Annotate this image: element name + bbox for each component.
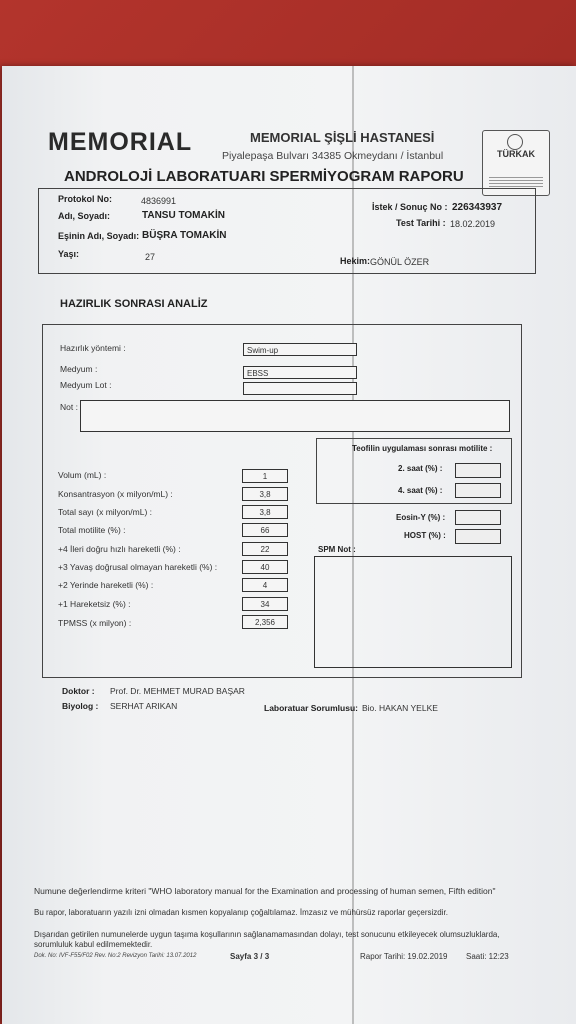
lab-responsible-label: Laboratuar Sorumlusu: — [264, 703, 358, 713]
progressive-fast-value: 22 — [242, 542, 288, 556]
medium-lot-field — [243, 382, 357, 395]
prep-method-field: Swim-up — [243, 343, 357, 356]
theofilin-4h-label: 4. saat (%) : — [398, 486, 443, 495]
footer-report-date: Rapor Tarihi: 19.02.2019 — [360, 952, 448, 961]
volume-label: Volum (mL) : — [58, 470, 107, 480]
brand-logo: MEMORIAL — [48, 128, 193, 156]
in-place-value: 4 — [242, 578, 288, 592]
request-value: 226343937 — [452, 202, 503, 213]
doctor-value: Prof. Dr. MEHMET MURAD BAŞAR — [110, 686, 245, 696]
hospital-name: MEMORIAL ŞİŞLİ HASTANESİ — [250, 130, 435, 145]
age-value: 27 — [145, 252, 156, 262]
total-count-value: 3,8 — [242, 505, 288, 519]
biolog-value: SERHAT ARIKAN — [110, 701, 178, 711]
age-label: Yaşı: — [58, 249, 80, 259]
footer-time: Saati: 12:23 — [466, 952, 509, 961]
total-count-label: Total sayı (x milyon/mL) : — [58, 507, 152, 517]
protocol-label: Protokol No: — [58, 194, 112, 204]
note-label: Not : — [60, 402, 78, 412]
theofilin-title: Teofilin uygulaması sonrası motilite : — [352, 444, 493, 453]
slow-nonlinear-value: 40 — [242, 560, 288, 574]
immotile-label: +1 Hareketsiz (%) : — [58, 599, 131, 609]
theofilin-2h-label: 2. saat (%) : — [398, 464, 443, 473]
protocol-value: 4836991 — [141, 196, 177, 206]
volume-value: 1 — [242, 469, 288, 483]
footer-page: Sayfa 3 / 3 — [230, 952, 270, 961]
tpmss-value: 2,356 — [242, 615, 288, 629]
medium-label: Medyum : — [60, 364, 98, 374]
footer-criteria: Numune değerlendirme kriteri "WHO laboratory manual for the Examination and processing of human semen, Fifth edition" — [34, 886, 496, 896]
section-title: HAZIRLIK SONRASI ANALİZ — [60, 298, 208, 310]
spm-note-box — [314, 556, 512, 668]
theofilin-4h-field — [455, 483, 501, 498]
theofilin-2h-field — [455, 463, 501, 478]
test-date-value: 18.02.2019 — [450, 219, 496, 229]
medium-field: EBSS — [243, 366, 357, 379]
prep-method-label: Hazırlık yöntemi : — [60, 343, 126, 353]
lab-responsible-value: Bio. HAKAN YELKE — [362, 703, 438, 713]
name-value: TANSU TOMAKİN — [142, 210, 225, 221]
request-label: İstek / Sonuç No : — [372, 202, 448, 212]
total-motility-value: 66 — [242, 523, 288, 537]
name-label: Adı, Soyadı: — [58, 211, 111, 221]
report-title: ANDROLOJİ LABORATUARI SPERMİYOGRAM RAPORU — [64, 168, 464, 185]
footer-copy-notice: Bu rapor, laboratuarın yazılı izni olmadan kısmen kopyalanıp çoğaltılamaz. İmzasız ve mühürsüz raporlar geçersizdir. — [34, 908, 448, 917]
host-field — [455, 529, 501, 544]
eosin-label: Eosin-Y (%) : — [396, 513, 446, 522]
note-field — [80, 400, 510, 432]
spouse-value: BÜŞRA TOMAKİN — [142, 230, 227, 241]
hospital-address: Piyalepaşa Bulvarı 34385 Okmeydanı / İstanbul — [222, 150, 444, 162]
immotile-value: 34 — [242, 597, 288, 611]
slow-nonlinear-label: +3 Yavaş doğrusal olmayan hareketli (%) : — [58, 562, 218, 572]
biolog-label: Biyolog : — [62, 701, 99, 711]
physician-label: Hekim: — [340, 256, 371, 266]
test-date-label: Test Tarihi : — [396, 218, 446, 228]
spm-note-label: SPM Not : — [318, 545, 356, 554]
total-motility-label: Total motilite (%) : — [58, 525, 126, 535]
eosin-field — [455, 510, 501, 525]
doctor-label: Doktor : — [62, 686, 95, 696]
physician-value: GÖNÜL ÖZER — [370, 257, 430, 267]
medium-lot-label: Medyum Lot : — [60, 380, 112, 390]
accreditation-emblem-icon — [507, 134, 523, 150]
footer-doc-no: Dok. No: IVF-F55/F02 Rev. No:2 Revizyon Tarihi: 13.07.2012 — [34, 953, 197, 959]
concentration-label: Konsantrasyon (x milyon/mL) : — [58, 489, 173, 499]
accreditation-badge-label: TÜRKAK — [497, 149, 535, 159]
in-place-label: +2 Yerinde hareketli (%) : — [58, 580, 154, 590]
footer-transport-notice: Dışarıdan getirilen numunelerde uygun taşıma koşullarının sağlanamamasından dolayı, test sonucunu etkileyecek olumsuzluklarda, sorumluluk kabul edilmemektedir. — [34, 930, 500, 949]
concentration-value: 3,8 — [242, 487, 288, 501]
tpmss-label: TPMSS (x milyon) : — [58, 618, 132, 628]
spouse-label: Eşinin Adı, Soyadı: — [58, 231, 140, 241]
host-label: HOST (%) : — [404, 531, 446, 540]
progressive-fast-label: +4 İleri doğru hızlı hareketli (%) : — [58, 544, 181, 554]
accreditation-badge — [482, 130, 550, 196]
